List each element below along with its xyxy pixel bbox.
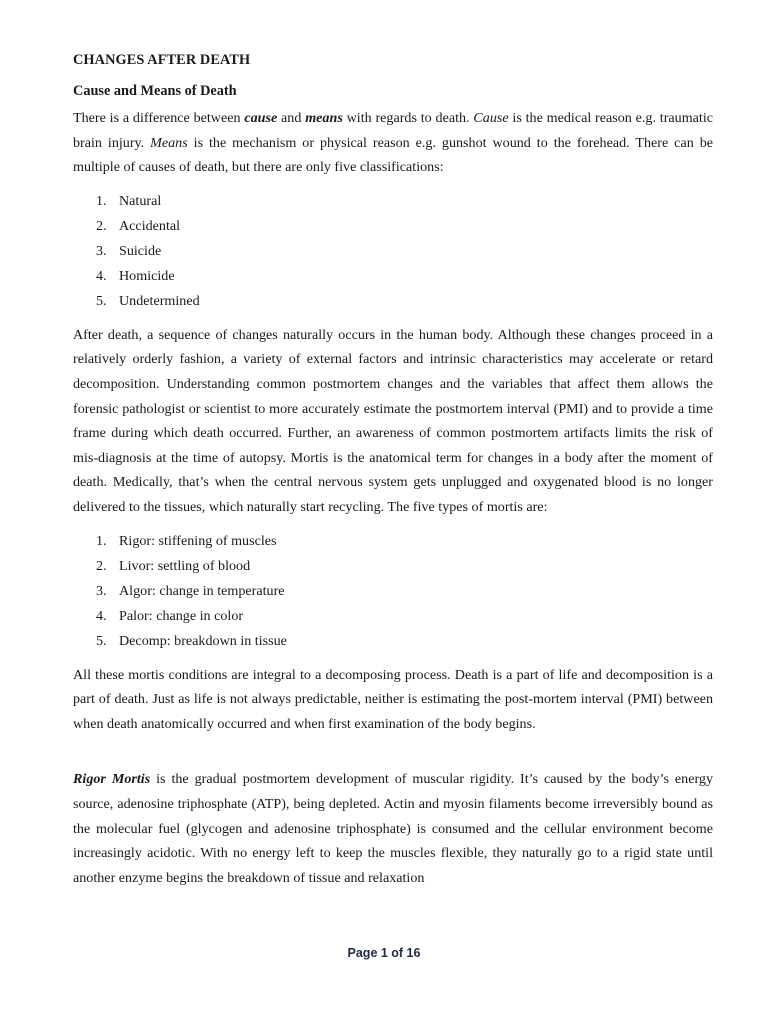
page-number: Page 1 of 16	[347, 946, 421, 960]
list-number: 3.	[96, 582, 107, 599]
list-number: 4.	[96, 607, 107, 624]
list-number: 1.	[96, 532, 107, 549]
list-item	[73, 214, 713, 239]
document-page	[73, 49, 713, 890]
intro-means-emphasis: means	[305, 110, 343, 126]
intro-text-4: is the medical reason e.g. traumatic brain injury.	[73, 110, 714, 151]
intro-means-italic: Means	[150, 134, 188, 151]
rigor-mortis-term: Rigor Mortis	[73, 771, 151, 788]
list-item	[73, 239, 713, 264]
mortis-types-list	[73, 529, 713, 654]
list-number: 2.	[96, 557, 107, 574]
intro-text-5: is the mechanism or physical reason e.g. gunshot wound to the forehead. There can be multiple of causes of death, but there are only five classifications:	[73, 134, 713, 176]
list-text: Palor: change in color	[119, 607, 244, 624]
list-text: Accidental	[119, 217, 181, 234]
list-text: Suicide	[119, 242, 162, 259]
paragraph-spacer	[73, 745, 713, 767]
section-heading: Cause and Means of Death	[73, 83, 237, 99]
list-item	[73, 604, 713, 629]
list-number: 1.	[96, 192, 107, 209]
list-text: Homicide	[119, 267, 175, 284]
list-item	[73, 629, 713, 654]
rigor-mortis-paragraph	[73, 767, 713, 890]
list-item	[73, 529, 713, 554]
list-number: 2.	[96, 217, 107, 234]
list-item	[73, 554, 713, 579]
intro-cause-italic: Cause	[473, 110, 509, 126]
list-number: 4.	[96, 267, 107, 284]
document-title: CHANGES AFTER DEATH	[73, 52, 251, 68]
intro-paragraph	[73, 106, 713, 180]
list-number: 5.	[96, 632, 107, 649]
postmortem-paragraph: After death, a sequence of changes naturally occurs in the human body. Although these changes proceed in a relatively orderly fashion, a variety of external factors and intrinsic characteristics may accelerate or retard decomposition. Understanding common postmortem changes and the variables that affect them allows the forensic pathologist or scientist to more accurately estimate the postmortem interval (PMI) and to provide a time frame during which death occurred. Further, an awareness of common postmortem artifacts limits the risk of mis-diagnosis at the time of autopsy. Mortis is the anatomical term for changes in a body after the moment of death. Medically, that’s when the central nervous system gets unplugged and oxygenated blood is no longer delivered to the tissues, which naturally start recycling. The five types of mortis are:	[73, 326, 713, 515]
list-number: 5.	[96, 292, 107, 309]
rigor-mortis-text: is the gradual postmortem development of muscular rigidity. It’s caused by the body’s energy source, adenosine triphosphate (ATP), being depleted. Actin and myosin filaments become irreversibly bound as the molecular fuel (glycogen and adenosine triphosphate) is consumed and the cellular environment become increasingly acidotic. With no energy left to keep the muscles flexible, they naturally go to a rigid state until another enzyme begins the breakdown of tissue and relaxation	[73, 771, 713, 886]
list-text: Rigor: stiffening of muscles	[119, 532, 277, 549]
list-number: 3.	[96, 242, 107, 259]
list-item	[73, 264, 713, 289]
list-item	[73, 579, 713, 604]
classification-list	[73, 189, 713, 314]
intro-text-3: with regards to death.	[342, 110, 474, 126]
mortis-conditions-paragraph: All these mortis conditions are integral to a decomposing process. Death is a part of life and decomposition is a part of death. Just as life is not always predictable, neither is estimating the post-mortem interval (PMI) between when death anatomically occurred and when first examination of the body begins.	[73, 666, 713, 732]
intro-cause-emphasis: cause	[244, 110, 278, 126]
intro-text-1: There is a difference between	[73, 110, 245, 126]
list-text: Natural	[119, 192, 162, 209]
list-text: Decomp: breakdown in tissue	[119, 632, 287, 649]
list-item	[73, 289, 713, 314]
intro-text-2: and	[277, 110, 306, 126]
list-text: Undetermined	[119, 292, 200, 309]
list-text: Livor: settling of blood	[119, 557, 251, 574]
list-item	[73, 189, 713, 214]
list-text: Algor: change in temperature	[119, 582, 285, 599]
